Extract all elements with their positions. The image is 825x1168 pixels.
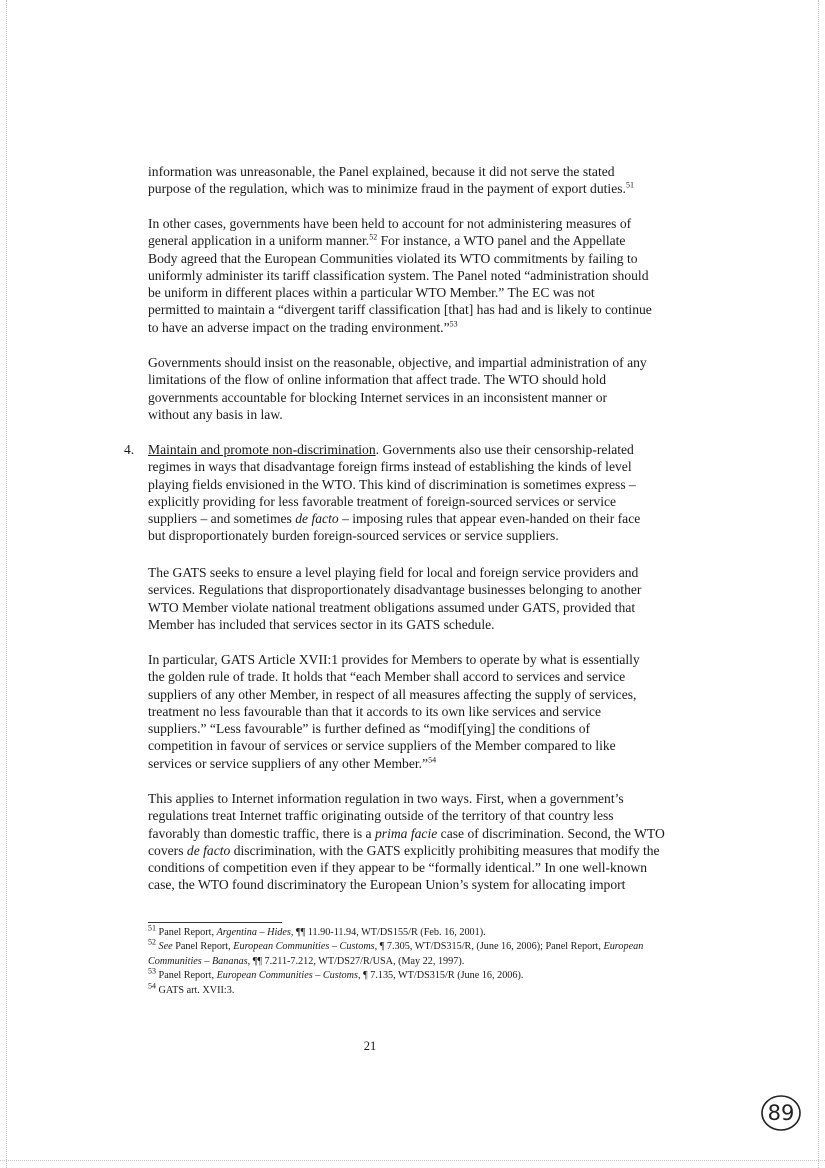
footnote-ref: 51 <box>625 180 634 190</box>
text-line: services or service suppliers of any other Member.” <box>148 755 429 771</box>
text-line: permitted to maintain a “divergent tariff classification [that] has had and is likely to continue <box>148 302 652 318</box>
list-number: 4. <box>124 442 135 457</box>
text-line: suppliers of any other Member, in respect of all measures affecting the supply of services, <box>148 686 637 702</box>
paragraph-1 <box>148 163 704 198</box>
stamp-number: 89 <box>767 1101 795 1125</box>
paragraph-7 <box>148 790 704 894</box>
italic-term: de facto <box>295 511 339 527</box>
text-line: . Governments also use their censorship-related <box>375 442 634 457</box>
footnote-text: Panel Report, <box>156 927 217 938</box>
footnote-51 <box>148 923 708 940</box>
text-line: information was unreasonable, the Panel explained, because it did not serve the stated <box>148 164 615 179</box>
footnote-number: 51 <box>148 923 156 933</box>
case-name: European Communities – Customs <box>216 970 358 982</box>
text-line: without any basis in law. <box>148 406 283 422</box>
section-heading: Maintain and promote non-discrimination <box>148 442 376 457</box>
footnote-ref: 53 <box>449 319 458 329</box>
text-line: the golden rule of trade. It holds that “each Member shall accord to services and service <box>148 669 626 685</box>
text-line: – imposing rules that appear even-handed on their face <box>338 511 641 527</box>
case-name: Communities – Bananas <box>148 955 248 967</box>
text-line: but disproportionately burden foreign-sourced services or service suppliers. <box>148 528 559 544</box>
footnote-text: , ¶ 7.135, WT/DS315/R (June 16, 2006). <box>357 970 524 982</box>
text-line: Member has included that services sector in its GATS schedule. <box>148 616 495 632</box>
text-line: purpose of the regulation, which was to minimize fraud in the payment of export duties. <box>148 181 626 197</box>
case-name: Argentina – Hides <box>216 927 291 938</box>
footnote-text: , ¶¶ 11.90-11.94, WT/DS155/R (Feb. 16, 2001). <box>290 927 486 938</box>
footnote-text: Panel Report, <box>172 941 234 953</box>
text-line: services. Regulations that disproportionately disadvantage businesses belonging to another <box>148 582 642 598</box>
text-line: limitations of the flow of online information that affect trade. The WTO should hold <box>148 372 607 388</box>
text-line: WTO Member violate national treatment obligations assumed under GATS, provided that <box>148 599 636 615</box>
page-number: 21 <box>363 1039 377 1053</box>
signal-word: See <box>156 941 173 953</box>
paragraph-6 <box>148 651 704 772</box>
text-line: discrimination, with the GATS explicitly prohibiting measures that modify the <box>230 842 660 858</box>
footnote-text: GATS art. XVII:3. <box>156 984 235 996</box>
text-line: conditions of competition even if they appear to be “formally identical.” In one well-known <box>148 860 648 876</box>
text-line: playing fields envisioned in the WTO. This kind of discrimination is sometimes express – <box>148 476 636 492</box>
text-line: uniformly administer its tariff classification system. The Panel noted “administration should <box>148 267 649 283</box>
footnote-number: 53 <box>148 966 156 976</box>
text-line: regimes in ways that disadvantage foreign firms instead of establishing the kinds of level <box>148 459 632 475</box>
text-line: to have an adverse impact on the trading environment.” <box>148 319 450 335</box>
text-line: The GATS seeks to ensure a level playing field for local and foreign service providers and <box>148 565 639 580</box>
paragraph-3 <box>148 354 704 423</box>
text-line: For instance, a WTO panel and the Appellate <box>377 233 626 249</box>
text-line: case of discrimination. Second, the WTO <box>437 825 665 841</box>
footnotes <box>148 923 708 998</box>
footnote-54 <box>148 981 708 998</box>
text-line: Body agreed that the European Communities violated its WTO commitments by failing to <box>148 250 638 266</box>
paragraph-5 <box>148 564 704 633</box>
text-line: treatment no less favourable than that it accords to its own like services and service <box>148 703 601 719</box>
footnote-number: 54 <box>148 981 156 991</box>
text-line: In other cases, governments have been held to account for not administering measures of <box>148 216 632 231</box>
footnote-52-continued <box>148 955 708 969</box>
footnote-text: , ¶ 7.305, WT/DS315/R, (June 16, 2006); Panel Report, <box>374 941 604 953</box>
text-line: governments accountable for blocking Internet services in an inconsistent manner or <box>148 389 608 405</box>
text-line: Governments should insist on the reasonable, objective, and impartial administration of any <box>148 355 647 370</box>
scan-left-edge <box>6 0 7 1168</box>
text-line: case, the WTO found discriminatory the European Union’s system for allocating import <box>148 877 626 893</box>
footnote-53 <box>148 966 708 983</box>
text-line: regulations treat Internet traffic originating outside of the territory of that country less <box>148 808 614 824</box>
footnote-separator <box>148 922 282 923</box>
text-line: explicitly providing for less favorable treatment of foreign-sourced services or service <box>148 493 617 509</box>
footnote-text: , ¶¶ 7.211-7.212, WT/DS27/R/USA, (May 22, 1997). <box>247 955 465 967</box>
scan-bottom-edge <box>0 1160 825 1161</box>
text-line: favorably than domestic traffic, there is a <box>148 825 375 841</box>
text-line: covers <box>148 842 187 858</box>
footnote-52 <box>148 940 708 954</box>
list-item-4 <box>148 441 704 545</box>
text-line: competition in favour of services or service suppliers of the Member compared to like <box>148 738 616 754</box>
italic-term: prima facie <box>374 825 438 841</box>
footnote-ref: 54 <box>428 755 437 765</box>
footnote-number: 52 <box>148 938 156 948</box>
footnote-ref: 52 <box>369 232 378 242</box>
text-line: suppliers – and sometimes <box>148 511 296 527</box>
italic-term: de facto <box>186 842 231 858</box>
footnote-text: Panel Report, <box>156 970 217 982</box>
text-line: This applies to Internet information regulation in two ways. First, when a government’s <box>148 791 624 806</box>
paragraph-2 <box>148 215 704 336</box>
scan-right-edge <box>818 0 819 1168</box>
text-line: general application in a uniform manner. <box>148 233 370 249</box>
case-name: European <box>603 941 644 953</box>
handwritten-stamp <box>759 1093 803 1133</box>
text-line: In particular, GATS Article XVII:1 provides for Members to operate by what is essentially <box>148 652 640 667</box>
text-line: suppliers.” “Less favourable” is further defined as “modif[ying] the conditions of <box>148 721 591 737</box>
text-line: be uniform in different places within a particular WTO Member.” The EC was not <box>148 285 595 301</box>
case-name: European Communities – Customs <box>233 941 375 953</box>
